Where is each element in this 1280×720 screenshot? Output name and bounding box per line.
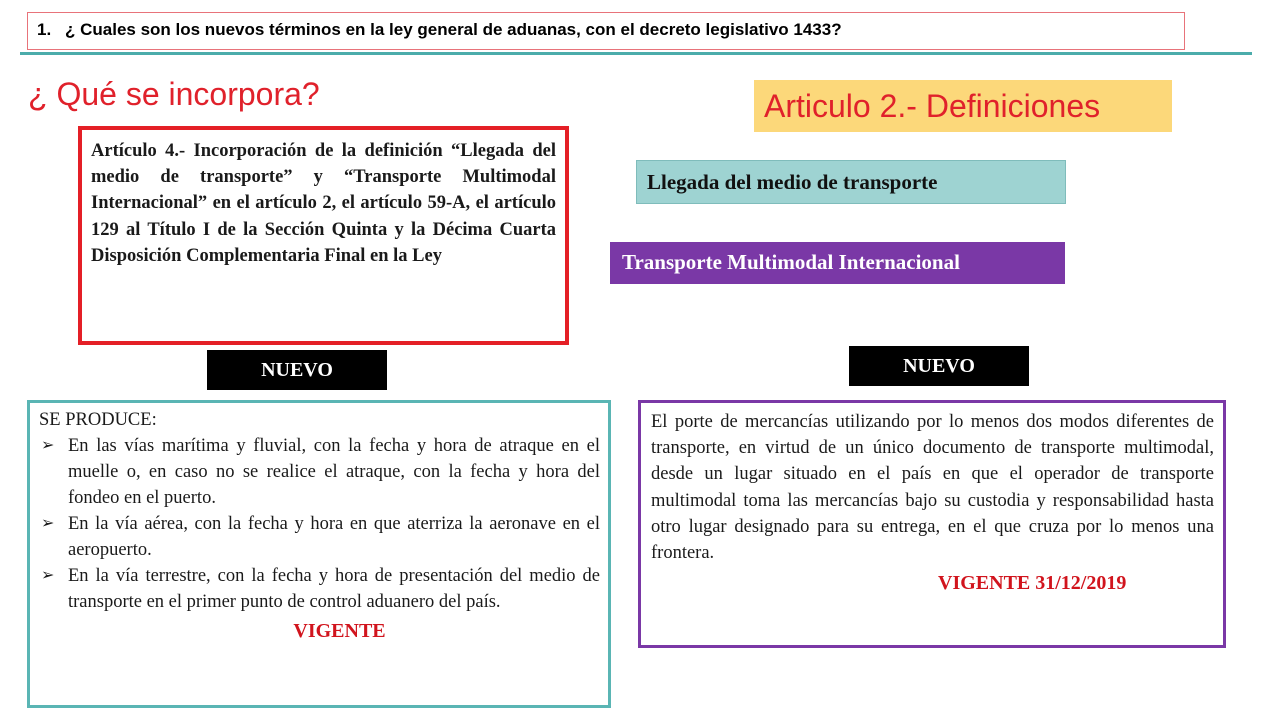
arrow-right-icon: ➢ [41, 567, 55, 584]
arrival-intro: SE PRODUCE: [39, 410, 157, 430]
arrival-list [39, 433, 600, 615]
arrow-right-icon: ➢ [41, 515, 55, 532]
question-number: 1. [37, 20, 52, 39]
article-4-text: Artículo 4.- Incorporación de la definición “Llegada del medio de transporte” y “Transporte Multimodal Internacional” en el artículo 2, el artículo 59-A, el artículo 129 al Título I de la Sección Quinta y la Décima Cuarta Disposición Complementaria Final en la Ley [91, 141, 556, 266]
nuevo-badge-left: NUEVO [207, 350, 387, 390]
nuevo-badge-right: NUEVO [849, 346, 1029, 386]
arrival-definition-box [27, 400, 611, 708]
incorpora-title: ¿ Qué se incorpora? [28, 76, 320, 112]
list-item: ➢ En la vía terrestre, con la fecha y hora de presentación del medio de transporte en el primer punto de control aduanero del país. [39, 563, 600, 615]
status-vigente-right: VIGENTE 31/12/2019 [938, 572, 1127, 595]
list-item: ➢ En las vías marítima y fluvial, con la fecha y hora de atraque en el muelle o, en caso no se realice el atraque, con la fecha y hora del fondeo en el puerto. [39, 433, 600, 511]
article-4-box [78, 126, 569, 345]
definition-arrival-label: Llegada del medio de transporte [636, 160, 1066, 204]
list-item: ➢ En la vía aérea, con la fecha y hora en que aterriza la aeronave en el aeropuerto. [39, 511, 600, 563]
header-divider [20, 52, 1252, 55]
multimodal-text: El porte de mercancías utilizando por lo menos dos modos diferentes de transporte, en virtud de un único documento de transporte multimodal, desde un lugar situado en el país en que el operador de transporte multimodal toma las mercancías bajo su custodia y responsabilidad hasta otro lugar designado para su entrega, en el que cruza por lo menos una frontera. [651, 412, 1214, 564]
multimodal-definition-box [638, 400, 1226, 648]
question-text: ¿ Cuales son los nuevos términos en la ley general de aduanas, con el decreto legislativo 1433? [65, 20, 842, 39]
definition-multimodal-label: Transporte Multimodal Internacional [610, 242, 1065, 284]
question-header [27, 12, 1185, 50]
arrow-right-icon: ➢ [41, 437, 55, 454]
status-vigente-left: VIGENTE [293, 620, 386, 642]
definiciones-title: Articulo 2.- Definiciones [754, 80, 1172, 132]
